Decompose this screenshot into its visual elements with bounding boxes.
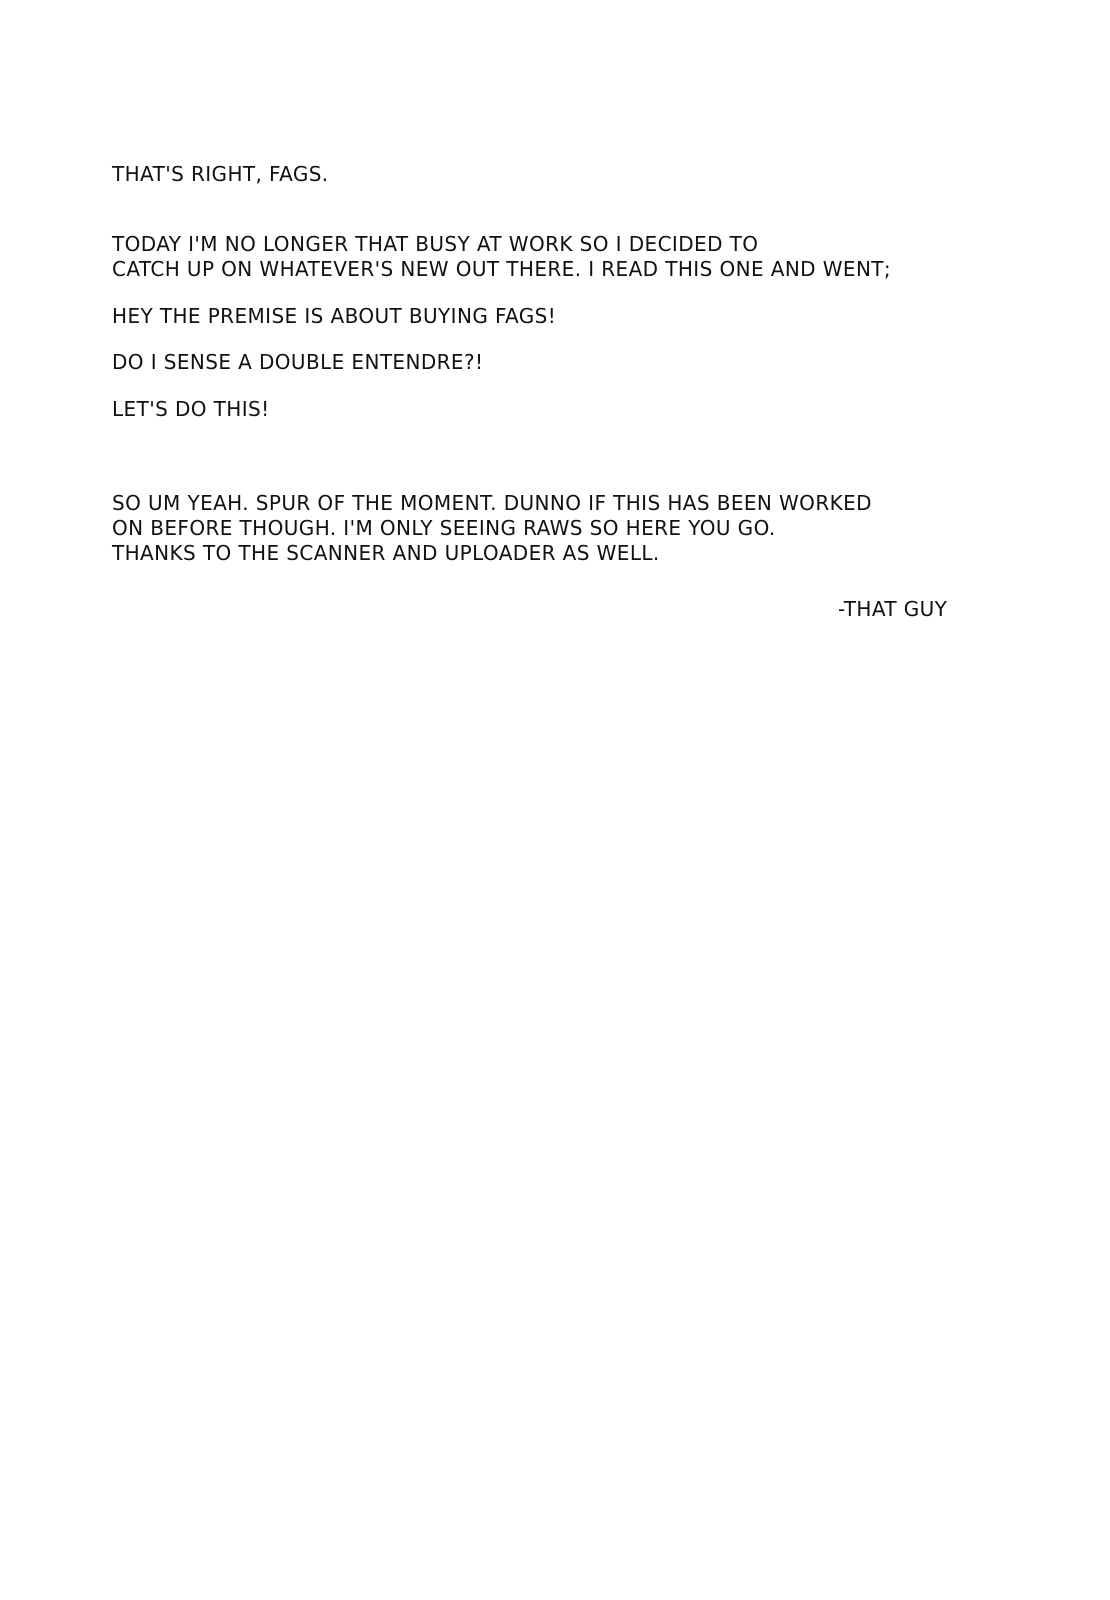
paragraph1-line1: TODAY I'M NO LONGER THAT BUSY AT WORK SO I DECIDED TO: [112, 232, 759, 256]
exclaim-line-1: HEY THE PREMISE IS ABOUT BUYING FAGS!: [112, 304, 557, 328]
exclaim-line-2: DO I SENSE A DOUBLE ENTENDRE?!: [112, 350, 484, 374]
signature: -THAT GUY: [838, 597, 948, 621]
paragraph2-line3: THANKS TO THE SCANNER AND UPLOADER AS WELL.: [112, 541, 660, 565]
paragraph2-line1: SO UM YEAH. SPUR OF THE MOMENT. DUNNO IF THIS HAS BEEN WORKED: [112, 491, 872, 515]
paragraph1-line2: CATCH UP ON WHATEVER'S NEW OUT THERE. I READ THIS ONE AND WENT;: [112, 257, 892, 281]
greeting-line: THAT'S RIGHT, FAGS.: [112, 162, 329, 186]
exclaim-line-3: LET'S DO THIS!: [112, 397, 270, 421]
paragraph2-line2: ON BEFORE THOUGH. I'M ONLY SEEING RAWS SO HERE YOU GO.: [112, 516, 776, 540]
